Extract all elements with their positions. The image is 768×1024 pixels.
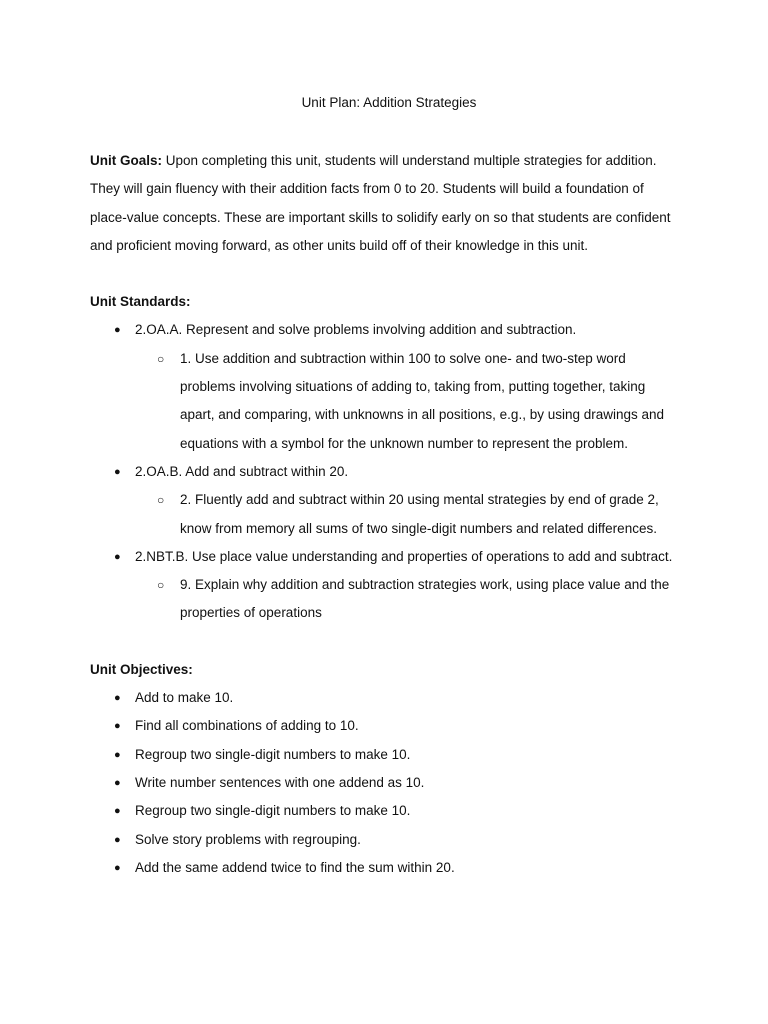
bullet-icon: ●	[114, 692, 121, 705]
objective-item	[90, 854, 683, 882]
standard-sub-list	[135, 571, 683, 628]
unit-objectives-heading: Unit Objectives:	[90, 661, 193, 677]
standards-list	[90, 316, 683, 627]
standard-sub-list	[135, 345, 683, 458]
standard-sub-text: 2. Fluently add and subtract within 20 using mental strategies by end of grade 2, know from memory all sums of two single-digit numbers and related differences.	[180, 492, 659, 536]
unit-goals-text: Upon completing this unit, students will understand multiple strategies for addition. They will gain fluency with their addition facts from 0 to 20. Students will build a foundation of place-value concepts. These are important skills to solidify early on so that students are confident and proficient moving forward, as other units build off of their knowledge in this unit.	[90, 153, 671, 253]
standard-sub-text: 9. Explain why addition and subtraction strategies work, using place value and the properties of operations	[180, 577, 670, 621]
bullet-icon: ●	[114, 465, 121, 478]
objective-item	[90, 712, 683, 740]
bullet-icon: ●	[114, 776, 121, 789]
objectives-list	[90, 684, 683, 882]
bullet-icon: ●	[114, 805, 121, 818]
objective-text: Find all combinations of adding to 10.	[135, 718, 359, 734]
objective-item	[90, 684, 683, 712]
objective-text: Regroup two single-digit numbers to make 10.	[135, 746, 411, 762]
unit-standards-heading: Unit Standards:	[90, 294, 191, 310]
sub-bullet-icon: ○	[157, 493, 165, 508]
objective-item	[90, 769, 683, 797]
objective-text: Add to make 10.	[135, 690, 234, 706]
standard-sub-text: 1. Use addition and subtraction within 100 to solve one- and two-step word problems involving situations of adding to, taking from, putting together, taking apart, and comparing, with unknowns in all positions, e.g., by using drawings and equations with a symbol for the unknown number to represent the problem.	[180, 350, 665, 451]
standard-item	[90, 458, 683, 543]
sub-bullet-icon: ○	[157, 578, 165, 593]
objective-text: Write number sentences with one addend as 10.	[135, 774, 425, 790]
standard-sub-item	[135, 345, 683, 458]
unit-goals-paragraph	[90, 147, 683, 260]
standard-text: 2.OA.B. Add and subtract within 20.	[135, 463, 349, 479]
standard-text: 2.NBT.B. Use place value understanding and properties of operations to add and subtract.	[135, 548, 673, 564]
bullet-icon: ●	[114, 720, 121, 733]
bullet-icon: ●	[114, 833, 121, 846]
objective-item	[90, 826, 683, 854]
standard-sub-item	[135, 571, 683, 628]
bullet-icon: ●	[114, 861, 121, 874]
standard-sub-list	[135, 486, 683, 543]
standard-item	[90, 543, 683, 628]
objective-item	[90, 797, 683, 825]
bullet-icon: ●	[114, 324, 121, 337]
standard-item	[90, 316, 683, 457]
standard-sub-item	[135, 486, 683, 543]
standard-text: 2.OA.A. Represent and solve problems involving addition and subtraction.	[135, 322, 577, 338]
objective-text: Solve story problems with regrouping.	[135, 831, 361, 847]
objective-text: Regroup two single-digit numbers to make 10.	[135, 803, 411, 819]
document-title: Unit Plan: Addition Strategies	[301, 95, 477, 110]
unit-goals-label: Unit Goals:	[90, 153, 163, 168]
objective-item	[90, 741, 683, 769]
bullet-icon: ●	[114, 550, 121, 563]
objective-text: Add the same addend twice to find the sum within 20.	[135, 859, 455, 875]
sub-bullet-icon: ○	[157, 351, 165, 366]
bullet-icon: ●	[114, 748, 121, 761]
